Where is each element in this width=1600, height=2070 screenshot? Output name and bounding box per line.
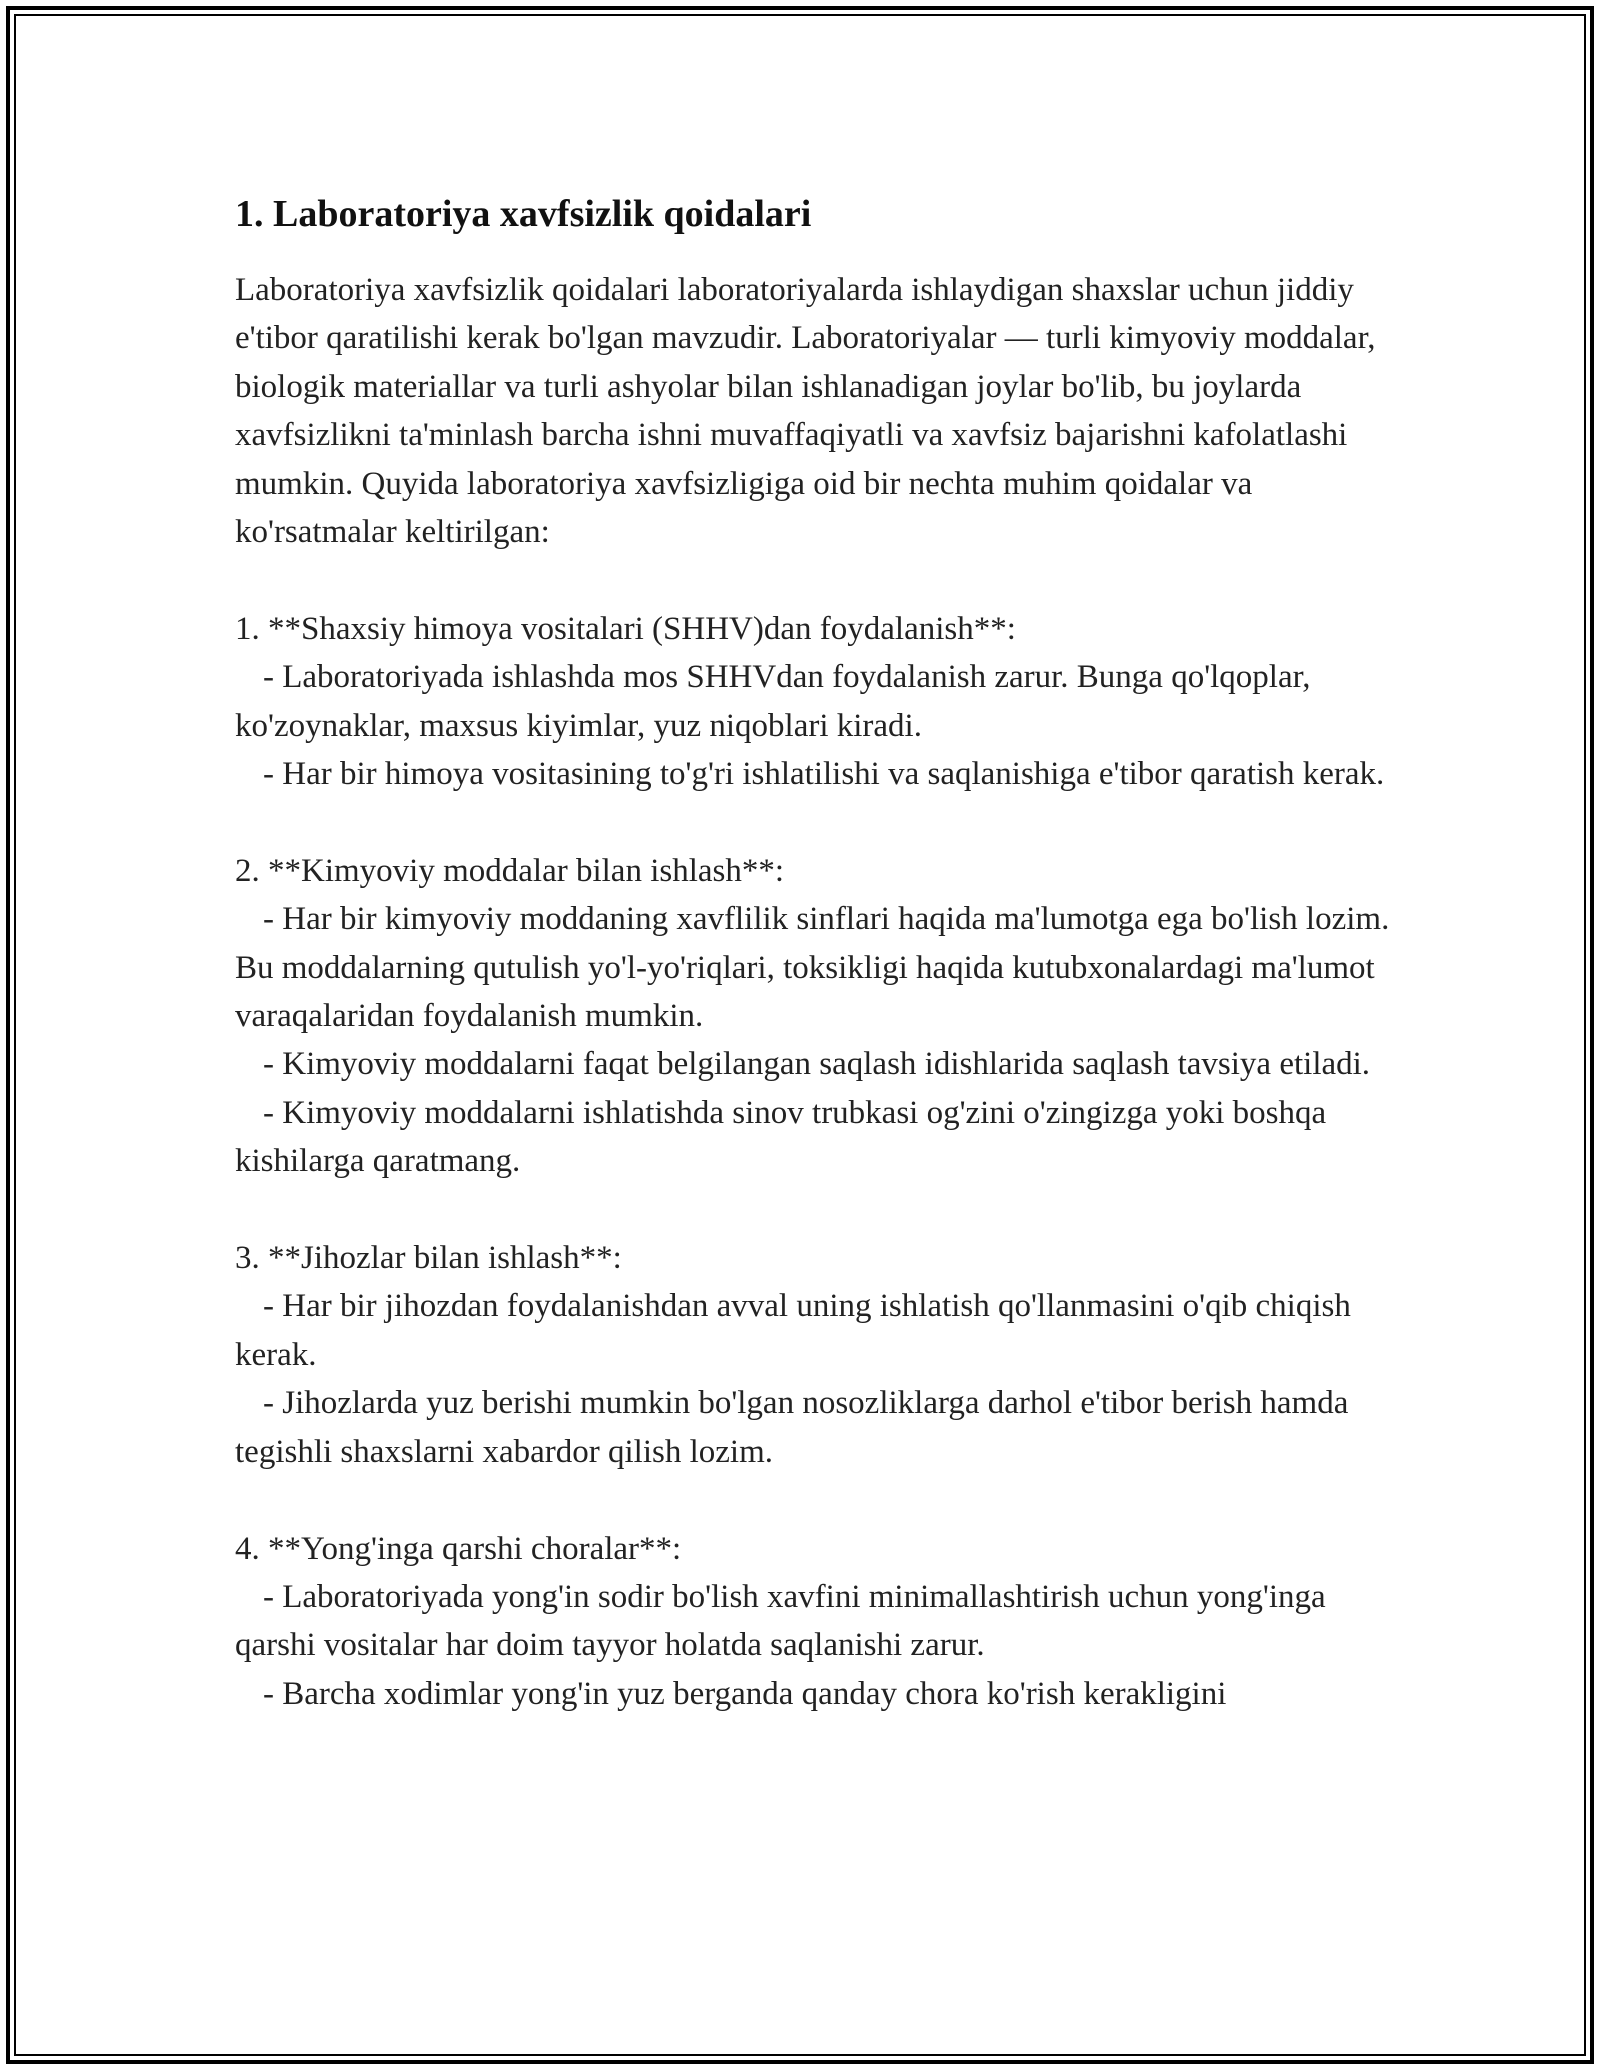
intro-paragraph: Laboratoriya xavfsizlik qoidalari laboratoriyalarda ishlaydigan shaxslar uchun jiddiy e'tibor qaratilishi kerak bo'lgan mavzudir. Laboratoriyalar — turli kimyoviy moddalar, biologik materiallar va turli ashyolar bilan ishlanadigan joylar bo'lib, bu joylarda xavfsizlikni ta'minlash barcha ishni muvaffaqiyatli va xavfsiz bajarishni kafolatlashi mumkin. Quyida laboratoriya xavfsizligiga oid bir nechta muhim qoidalar va ko'rsatmalar keltirilgan:	[235, 272, 1376, 551]
bullet-item: - Har bir jihozdan foydalanishdan avval uning ishlatish qo'llanmasini o'qib chiqish kerak.	[235, 1288, 1351, 1373]
section-fire-safety	[235, 1525, 1400, 1719]
section-ppe	[235, 605, 1400, 799]
bullet-item: - Jihozlarda yuz berishi mumkin bo'lgan nosozliklarga darhol e'tibor berish hamda tegishli shaxslarni xabardor qilish lozim.	[235, 1385, 1349, 1470]
bullet-item: - Barcha xodimlar yong'in yuz berganda qanday chora ko'rish kerakligini	[263, 1675, 1227, 1712]
section-equipment	[235, 1234, 1400, 1476]
document-title: 1. Laboratoriya xavfsizlik qoidalari	[235, 193, 812, 235]
bullet-item: - Har bir kimyoviy moddaning xavflilik sinflari haqida ma'lumotga ega bo'lish lozim. Bu moddalarning qutulish yo'l-yo'riqlari, toksikligi haqida kutubxonalardagi ma'lumot varaqalaridan foydalanish mumkin.	[235, 901, 1390, 1035]
bullet-item: - Laboratoriyada yong'in sodir bo'lish xavfini minimallashtirish uchun yong'inga qarshi vositalar har doim tayyor holatda saqlanishi zarur.	[235, 1578, 1326, 1664]
document-page	[235, 184, 1400, 1718]
section-heading: 1. **Shaxsiy himoya vositalari (SHHV)dan foydalanish**:	[235, 610, 1016, 647]
bullet-item: - Har bir himoya vositasining to'g'ri ishlatilishi va saqlanishiga e'tibor qaratish kerak.	[263, 756, 1385, 793]
section-heading: 3. **Jihozlar bilan ishlash**:	[235, 1240, 622, 1277]
section-heading: 4. **Yong'inga qarshi choralar**:	[235, 1530, 682, 1567]
bullet-item: - Kimyoviy moddalarni faqat belgilangan saqlash idishlarida saqlash tavsiya etiladi.	[263, 1046, 1371, 1083]
bullet-item: - Kimyoviy moddalarni ishlatishda sinov trubkasi og'zini o'zingizga yoki boshqa kishilarga qaratmang.	[235, 1094, 1327, 1180]
section-chemicals	[235, 847, 1400, 1186]
section-heading: 2. **Kimyoviy moddalar bilan ishlash**:	[235, 852, 785, 889]
bullet-item: - Laboratoriyada ishlashda mos SHHVdan foydalanish zarur. Bunga qo'lqoplar, ko'zoynaklar, maxsus kiyimlar, yuz niqoblari kiradi.	[235, 659, 1311, 744]
